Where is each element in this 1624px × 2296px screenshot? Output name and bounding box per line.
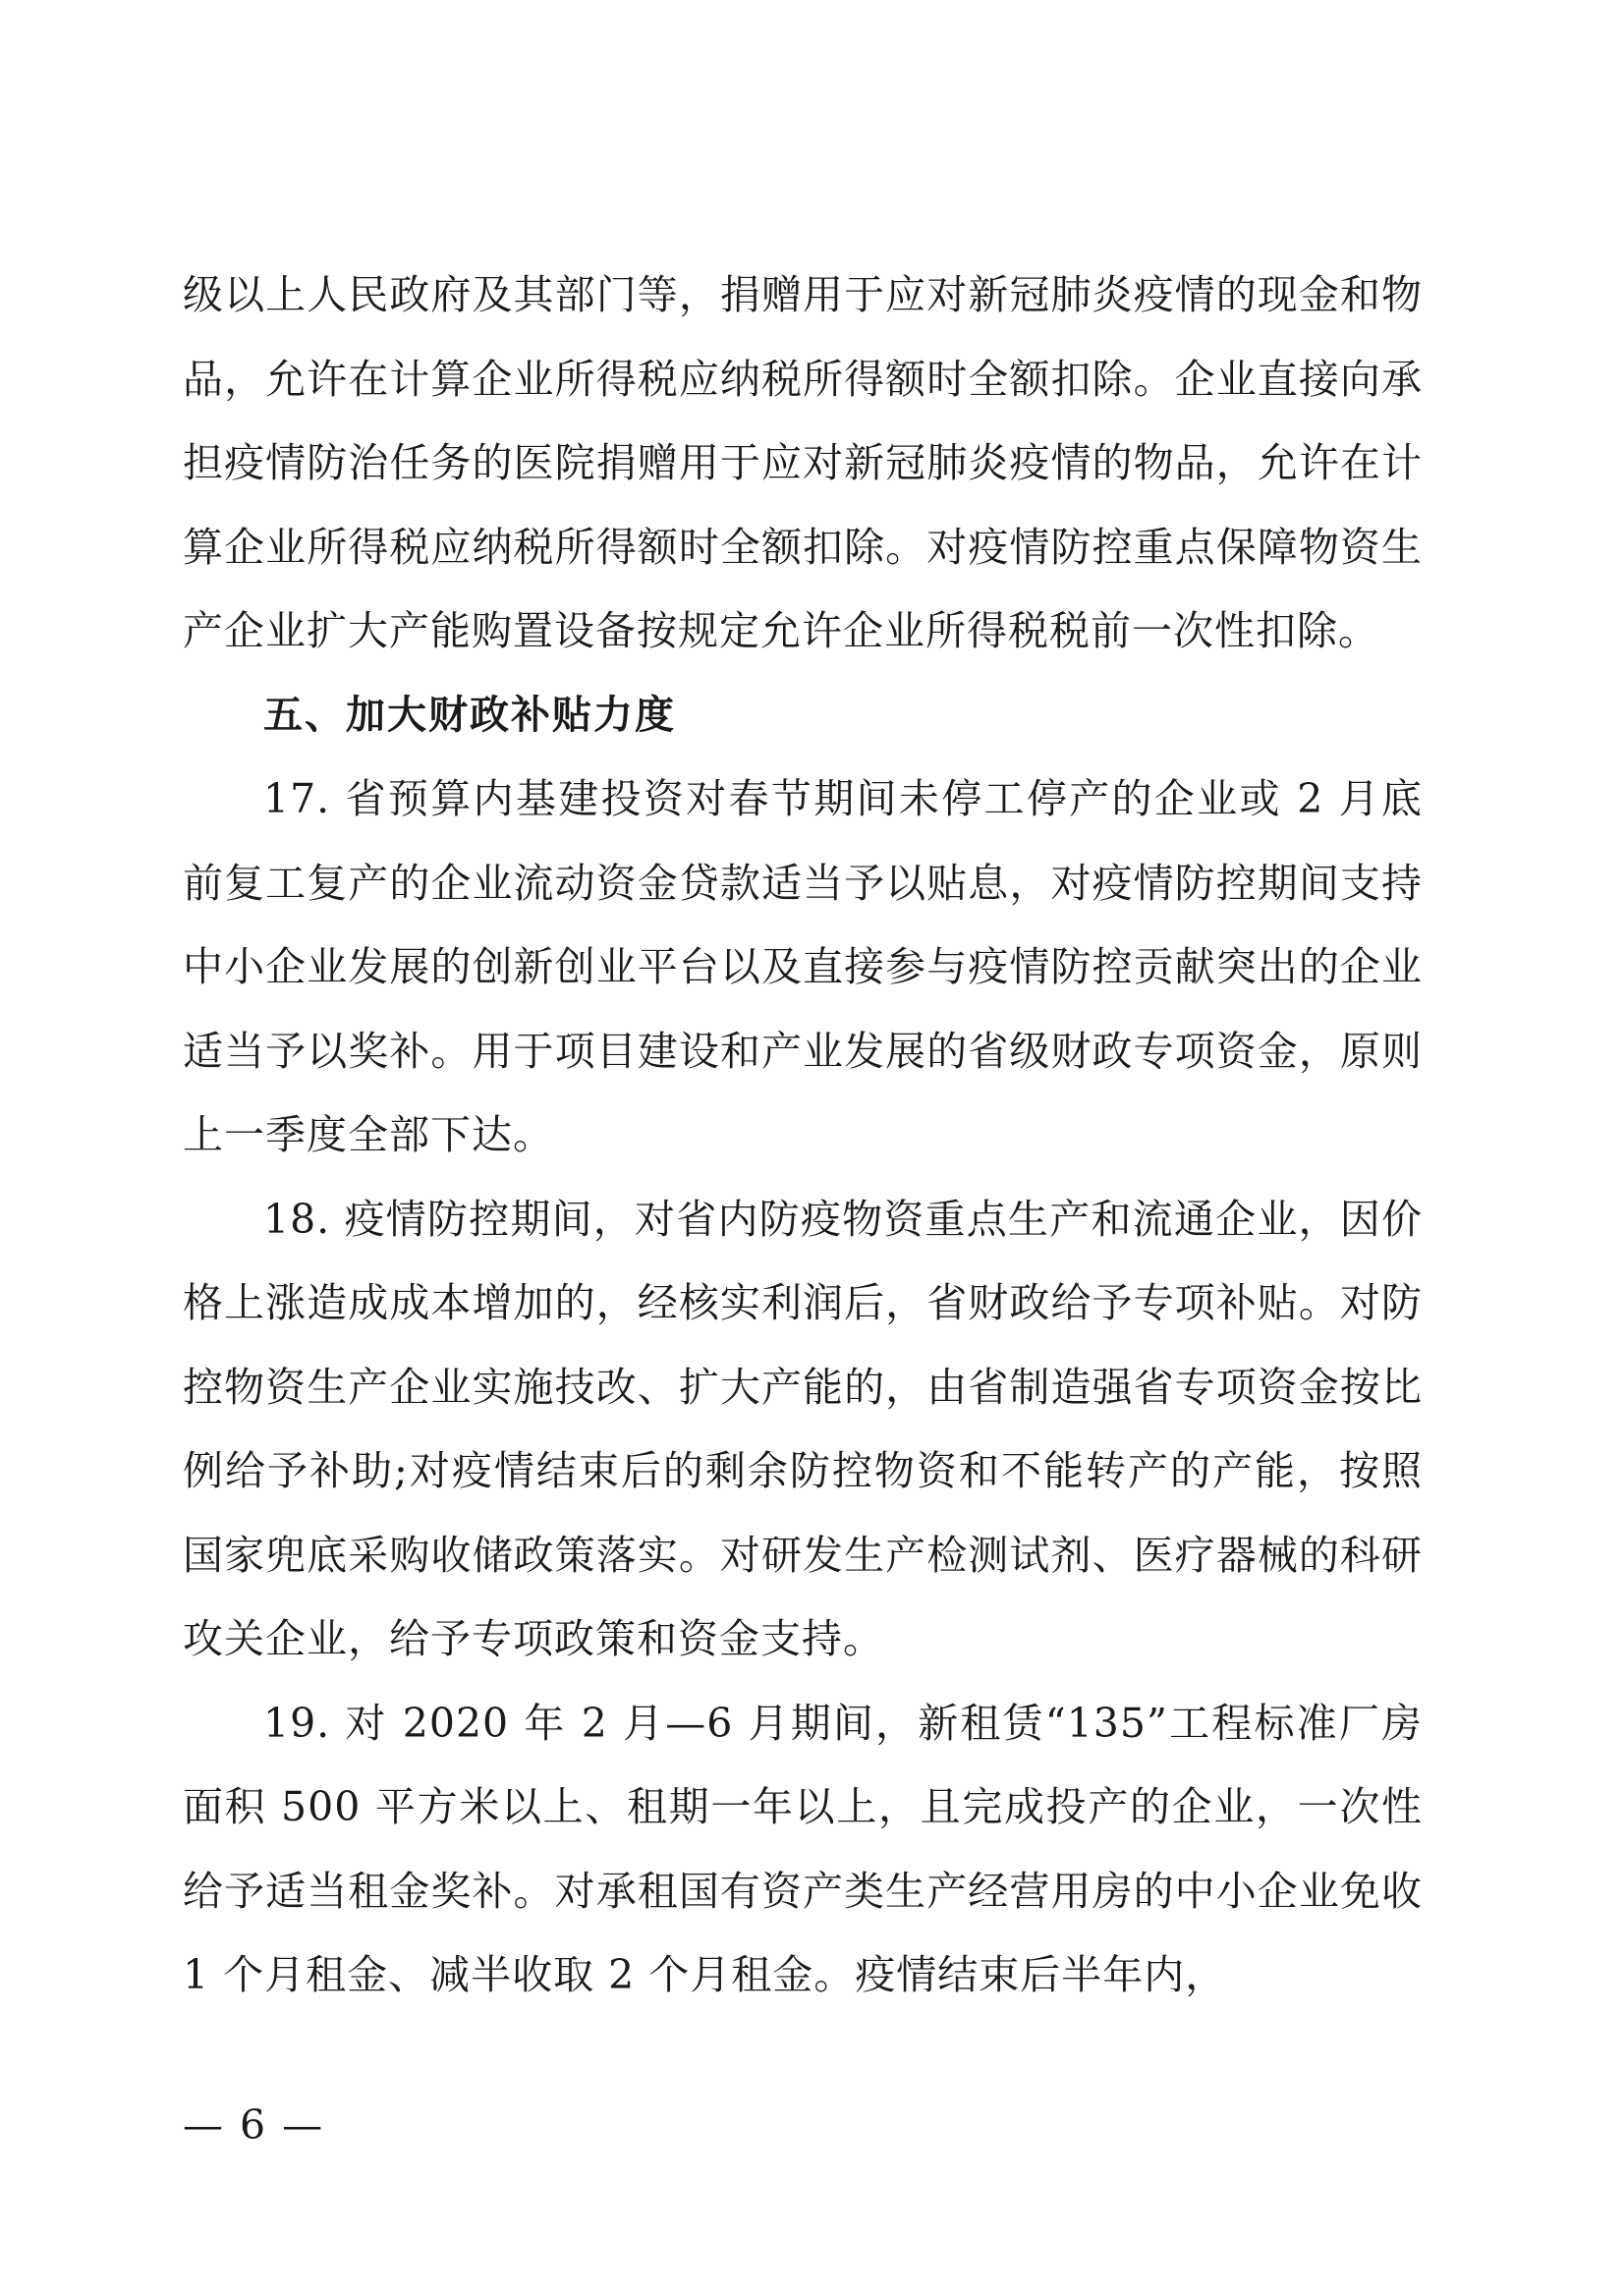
paragraph-item-17: 17. 省预算内基建投资对春节期间未停工停产的企业或 2 月底前复工复产的企业流动资金贷款适当予以贴息，对疫情防控期间支持中小企业发展的创新创业平台以及直接参与疫情防控贡献突出的企业适当予以奖补。用于项目建设和产业发展的省级财政专项资金，原则上一季度全部下达。 (183, 775, 1423, 1158)
page-number: — 6 — (183, 2101, 325, 2149)
paragraph-item-18: 18. 疫情防控期间，对省内防疫物资重点生产和流通企业，因价格上涨造成成本增加的，经核实利润后，省财政给予专项补贴。对防控物资生产企业实施技改、扩大产能的，由省制造强省专项资金按比例给予补助;对疫情结束后的剩余防控物资和不能转产的产能，按照国家兜底采购收储政策落实。对研发生产检测试剂、医疗器械的科研攻关企业，给予专项政策和资金支持。 (183, 1195, 1423, 1662)
paragraph-item-19: 19. 对 2020 年 2 月—6 月期间，新租赁“135”工程标准厂房面积 500 平方米以上、租期一年以上，且完成投产的企业，一次性给予适当租金奖补。对承租国有资产类生产经营用房的中小企业免收 1 个月租金、减半收取 2 个月租金。疫情结束后半年内， (183, 1699, 1423, 1998)
section-heading: 五、加大财政补贴力度 (263, 692, 676, 738)
document-body (183, 253, 1423, 2018)
paragraph-continuation: 级以上人民政府及其部门等，捐赠用于应对新冠肺炎疫情的现金和物品，允许在计算企业所得税应纳税所得额时全额扣除。企业直接向承担疫情防治任务的医院捐赠用于应对新冠肺炎疫情的物品，允许在计算企业所得税应纳税所得额时全额扣除。对疫情防控重点保障物资生产企业扩大产能购置设备按规定允许企业所得税税前一次性扣除。 (183, 271, 1423, 654)
